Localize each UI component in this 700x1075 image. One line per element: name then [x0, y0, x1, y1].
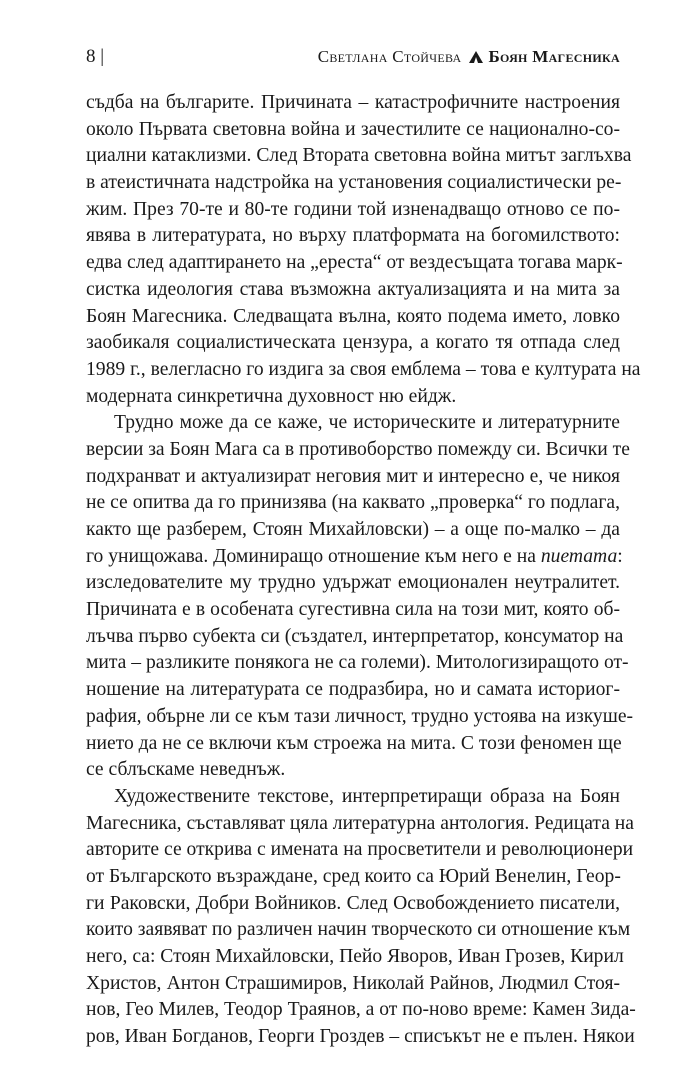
text-segment: рафия, обърне ли се към тази личност, трудно устоява на изкуше-	[86, 705, 634, 727]
page-number: 8 |	[86, 46, 105, 67]
text-segment: циални катаклизми. След Втората световна война митът заглъхва	[86, 145, 632, 167]
text-line	[86, 784, 620, 811]
text-segment: в атеистичната надстройка на установения социалистически ре-	[86, 172, 622, 194]
text-segment: Причината е в особената сугестивна сила на този мит, която об-	[86, 599, 620, 621]
page-header	[86, 44, 620, 70]
text-line	[86, 677, 620, 704]
text-line	[86, 864, 620, 891]
text-line	[86, 1024, 635, 1051]
text-segment: нов, Гео Милев, Теодор Траянов, а от по-ново време: Камен Зида-	[86, 999, 636, 1021]
text-line	[86, 517, 620, 544]
text-segment: Магесника, съставляват цяла литературна антология. Редицата на	[86, 812, 634, 834]
text-line	[86, 90, 620, 117]
text-line	[86, 570, 620, 597]
text-line	[86, 304, 620, 331]
text-line	[86, 997, 636, 1024]
text-line	[86, 624, 624, 651]
text-line	[86, 837, 634, 864]
emphasis: пиетата	[540, 545, 618, 567]
text-segment: нието да не се включи към строежа на мита. С този феномен ще	[86, 732, 622, 754]
paragraph	[86, 410, 634, 784]
running-title	[318, 44, 620, 70]
text-segment: ров, Иван Богданов, Георги Гроздев – списъкът не е пълен. Някои	[86, 1026, 635, 1048]
text-line	[86, 277, 620, 304]
pyramid-icon	[469, 51, 483, 63]
text-line	[86, 384, 620, 411]
text-line	[86, 544, 623, 571]
text-segment: Художествените текстове, интерпретиращи образа на Боян	[114, 785, 620, 807]
text-segment: около Първата световна война и зачестилите се национално-со-	[86, 118, 620, 140]
text-segment: Христов, Антон Страшимиров, Николай Райнов, Людмил Стоя-	[86, 972, 620, 994]
text-line	[86, 330, 620, 357]
text-line	[86, 597, 620, 624]
text-segment: не се опитва да го принизява (на каквато „проверка“ го подлага,	[86, 492, 620, 514]
text-segment: лъчва първо субекта си (създател, интерпретатор, консуматор на	[86, 625, 624, 647]
text-line	[86, 971, 620, 998]
book-title: Боян Магесника	[488, 47, 620, 66]
text-segment: 1989 г., велегласно го издига за своя емблема – това е културата на	[86, 358, 641, 380]
text-line	[86, 490, 620, 517]
text-line	[86, 170, 620, 197]
text-segment: съдба на българите. Причината – катастрофичните настроения	[86, 92, 620, 113]
text-segment: едва след адаптирането на „ереста“ от вездесъщата тогава марк-	[86, 252, 623, 274]
text-segment: Трудно може да се каже, че историческите и литературните	[114, 412, 620, 434]
text-line	[86, 757, 620, 784]
text-segment: :	[617, 545, 623, 567]
text-line	[86, 410, 620, 437]
text-line	[86, 944, 624, 971]
text-line	[86, 891, 620, 918]
paragraph	[86, 784, 636, 1051]
text-line	[86, 143, 632, 170]
text-segment: ношение на литературата се подразбира, но и самата историог-	[86, 679, 620, 701]
text-line	[86, 437, 630, 464]
text-line	[86, 704, 634, 731]
text-segment: Боян Магесника. Следващата вълна, която подема името, ловко	[86, 305, 620, 327]
text-line	[86, 117, 620, 144]
text-line	[86, 811, 634, 838]
text-line	[86, 223, 620, 250]
text-segment: мита – разликите понякога не са големи). Митологизиращото от-	[86, 652, 629, 674]
text-segment: заобикаля социалистическата цензура, а когато тя отпада след	[86, 332, 620, 354]
text-segment: авторите се открива с имената на просветители и революционери	[86, 839, 634, 861]
text-segment: версии за Боян Мага са в противоборство помежду си. Всички те	[86, 438, 630, 460]
paragraph	[86, 90, 641, 410]
text-segment: явява в литературата, но върху платформата на богомилството:	[86, 225, 620, 247]
text-segment: систка идеология става възможна актуализацията и на мита за	[86, 278, 620, 300]
text-line	[86, 197, 620, 224]
text-line	[86, 250, 623, 277]
text-segment: които заявяват по различен начин творческото си отношение към	[86, 919, 631, 941]
text-line	[86, 357, 641, 384]
text-segment: от Българското възраждане, сред които са Юрий Венелин, Геор-	[86, 865, 621, 887]
author-name: Светлана Стойчева	[317, 47, 462, 66]
text-segment: изследователите му трудно удържат емоционален неутралитет.	[86, 572, 620, 594]
text-segment: подхранват и актуализират неговия мит и интересно е, че никоя	[86, 465, 620, 487]
text-segment: жим. През 70-те и 80-те години той изненадващо отново се по-	[86, 198, 620, 220]
text-segment: го унищожава. Доминиращо отношение към него е на	[86, 545, 541, 567]
text-segment: ги Раковски, Добри Войников. След Освобождението писатели,	[86, 892, 620, 914]
text-segment: него, са: Стоян Михайловски, Пейо Яворов, Иван Грозев, Кирил	[86, 946, 624, 967]
text-line	[86, 464, 620, 491]
body-text	[86, 90, 641, 1051]
text-segment: се сблъскаме неведнъж.	[86, 759, 286, 781]
text-line	[86, 917, 631, 944]
text-line	[86, 731, 620, 758]
text-line	[86, 650, 629, 677]
text-segment: както ще разберем, Стоян Михайловски) – а още по-малко – да	[86, 519, 620, 540]
text-segment: модерната синкретична духовност ню ейдж.	[86, 385, 457, 407]
